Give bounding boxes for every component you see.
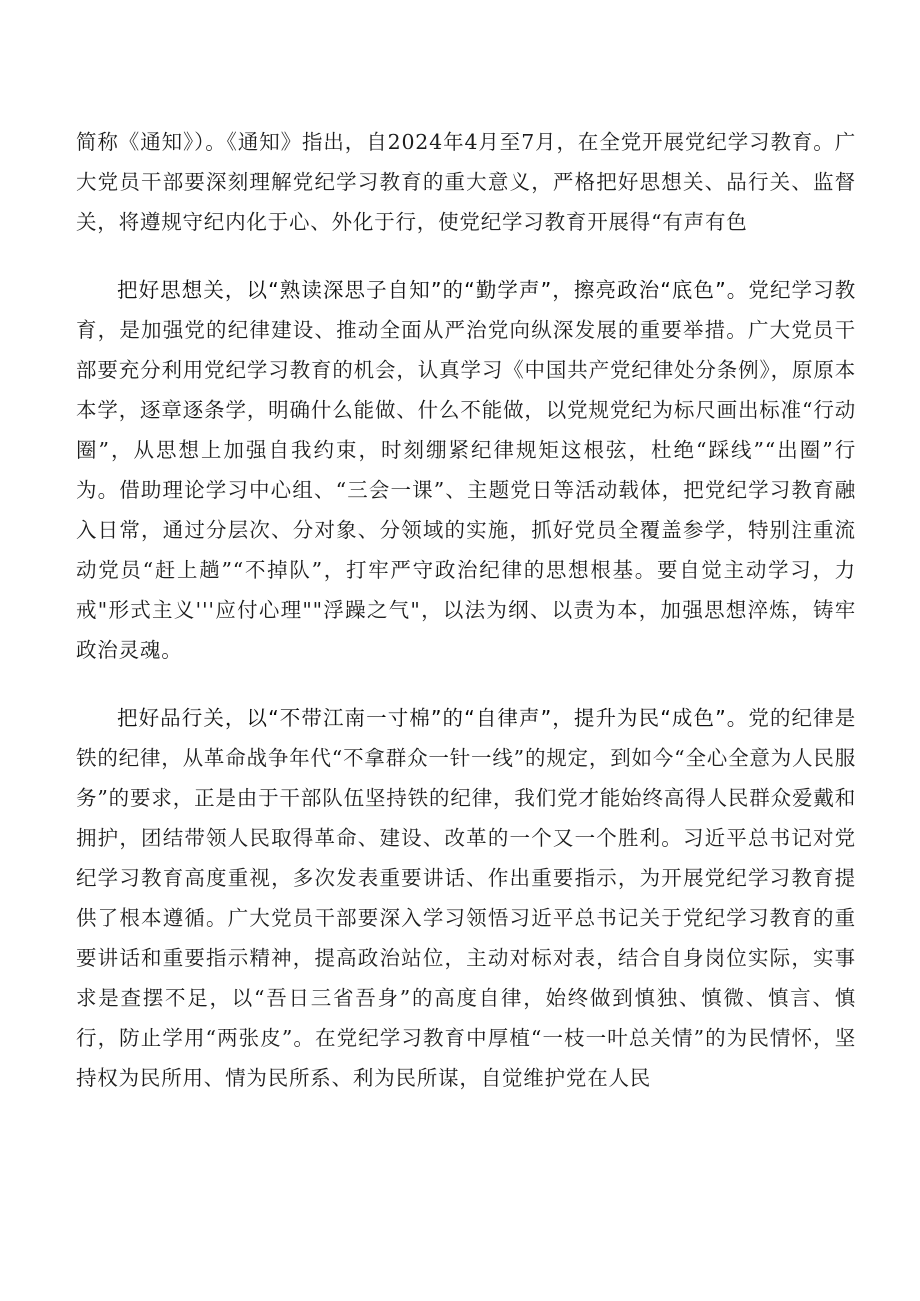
section-heading-conduct: 把好品行关，以“不带江南一寸棉”的“自律声”，提升为民“成色”。 [117,706,749,730]
section-heading-ideology: 把好思想关，以“熟读深思子自知”的“勤学声”，擦亮政治“底色”。 [117,278,749,302]
paragraph-ideology [76,270,856,670]
document-body [76,122,856,1098]
paragraph-text: 党的纪律是铁的纪律，从革命战争年代“不拿群众一针一线”的规定，到如今“全心全意为人民服务”的要求，正是由于干部队伍坚持铁的纪律，我们党才能始终高得人民群众爱戴和拥护，团结带领人民取得革命、建设、改革的一个又一个胜利。习近平总书记对党纪学习教育高度重视，多次发表重要讲话、作出重要指示，为开展党纪学习教育提供了根本遵循。广大党员干部要深入学习领悟习近平总书记关于党纪学习教育的重要讲话和重要指示精神，提高政治站位，主动对标对表，结合自身岗位实际，实事求是查摆不足，以“吾日三省吾身”的高度自律，始终做到慎独、慎微、慎言、慎行，防止学用“两张皮”。在党纪学习教育中厚植“一枝一叶总关情”的为民情怀，坚持权为民所用、情为民所系、利为民所谋，自觉维护党在人民 [76,706,857,1090]
paragraph-conduct [76,698,856,1098]
paragraph-gap [76,670,856,698]
paragraph-intro [76,122,856,242]
paragraph-text: 党纪学习教育，是加强党的纪律建设、推动全面从严治党向纵深发展的重要举措。广大党员干部要充分利用党纪学习教育的机会，认真学习《中国共产党纪律处分条例》，原原本本学，逐章逐条学，明确什么能做、什么不能做，以党规党纪为标尺画出标准“行动圈”，从思想上加强自我约束，时刻绷紧纪律规矩这根弦，杜绝“踩线”“出圈”行为。借助理论学习中心组、“三会一课”、主题党日等活动载体，把党纪学习教育融入日常，通过分层次、分对象、分领域的实施，抓好党员全覆盖参学，特别注重流动党员“赶上趟”“不掉队”，打牢严守政治纪律的思想根基。要自觉主动学习，力戒"形式主义'''应付心理""浮躁之气"，以法为纲、以责为本，加强思想淬炼，铸牢政治灵魂。 [76,278,857,662]
paragraph-gap [76,242,856,270]
paragraph-text: 简称《通知》）。《通知》指出，自2024年4月至7月，在全党开展党纪学习教育。广大党员干部要深刻理解党纪学习教育的重大意义，严格把好思想关、品行关、监督关，将遵规守纪内化于心、外化于行，使党纪学习教育开展得“有声有色 [76,130,856,234]
